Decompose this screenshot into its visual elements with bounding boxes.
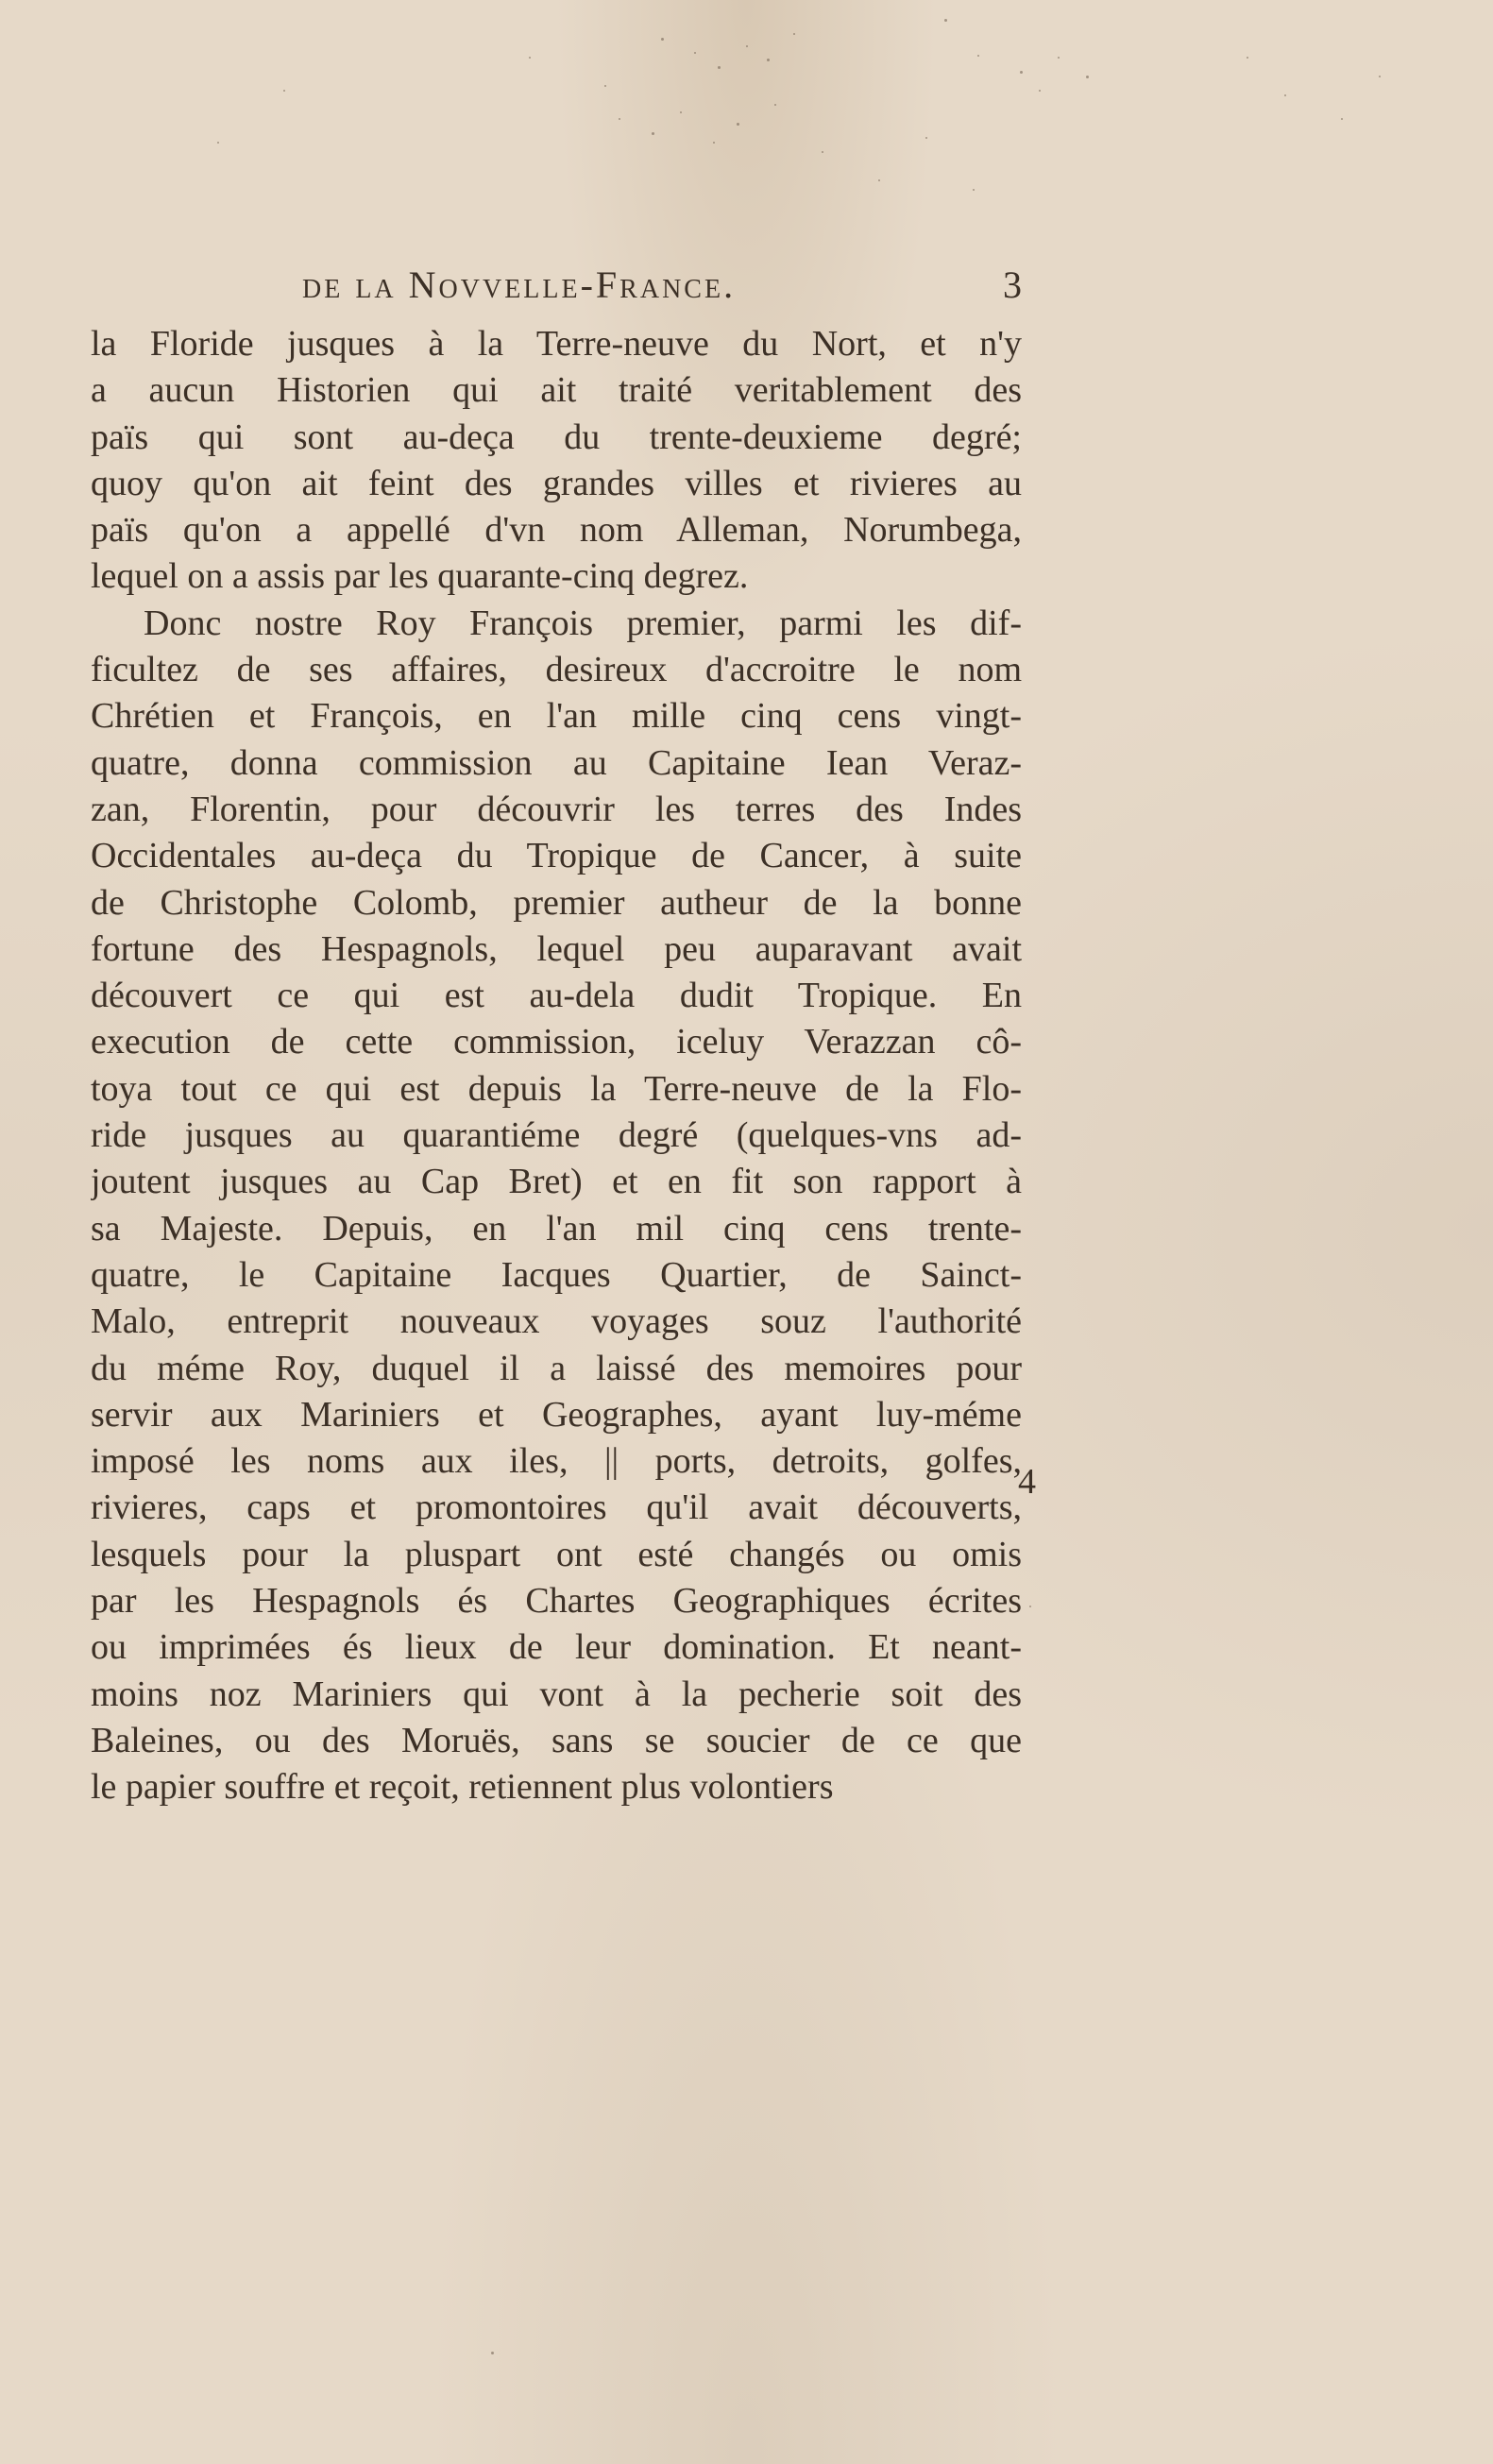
- text-line: quatre, le Capitaine Iacques Quartier, de Sainct-: [91, 1254, 1022, 1295]
- paper-speck: [822, 151, 823, 153]
- paper-speck: [1284, 94, 1286, 96]
- text-line: païs qui sont au-deça du trente-deuxieme degré;: [91, 416, 1022, 457]
- paper-speck: [217, 142, 219, 144]
- paper-speck: [925, 137, 927, 139]
- paper-speck: [491, 2352, 494, 2354]
- text-line: Baleines, ou des Moruës, sans se soucier de ce que: [91, 1720, 1022, 1760]
- paper-speck: [661, 38, 664, 41]
- body-text: [91, 321, 1022, 1811]
- text-line: par les Hespagnols és Chartes Geographiques écrites: [91, 1581, 1022, 1622]
- paper-speck: [1029, 1606, 1031, 1607]
- paper-speck: [1247, 57, 1248, 59]
- paper-speck: [713, 142, 715, 144]
- paper-speck: [1086, 76, 1089, 78]
- paper-speck: [1020, 71, 1023, 74]
- paper-speck: [746, 45, 748, 47]
- text-line: execution de cette commission, iceluy Verazzan cô-: [91, 1022, 1022, 1062]
- text-line: quoy qu'on ait feint des grandes villes et rivieres au: [91, 463, 1022, 503]
- paper-speck: [1341, 118, 1343, 120]
- text-line: païs qu'on a appellé d'vn nom Alleman, Norumbega,: [91, 510, 1022, 551]
- text-line: imposé les noms aux iles, || ports, detroits, golfes,: [91, 1441, 1022, 1482]
- text-line: ficultez de ses affaires, desireux d'accroitre le nom: [91, 650, 1022, 690]
- paper-speck: [767, 59, 770, 61]
- text-line: a aucun Historien qui ait traité veritablement des: [91, 370, 1022, 411]
- paper-speck: [604, 85, 606, 87]
- text-line: Chrétien et François, en l'an mille cinq cens vingt-: [91, 696, 1022, 737]
- text-line: sa Majeste. Depuis, en l'an mil cinq cens trente-: [91, 1208, 1022, 1249]
- text-line: quatre, donna commission au Capitaine Iean Veraz-: [91, 742, 1022, 783]
- text-line: fortune des Hespagnols, lequel peu auparavant avait: [91, 928, 1022, 969]
- text-line: rivieres, caps et promontoires qu'il avait découverts,: [91, 1487, 1022, 1528]
- text-line: toya tout ce qui est depuis la Terre-neuve de la Flo-: [91, 1068, 1022, 1109]
- paper-speck: [619, 118, 620, 120]
- paper-speck: [529, 57, 531, 59]
- paper-speck: [1039, 90, 1041, 92]
- paper-speck: [774, 104, 776, 106]
- paper-speck: [1379, 76, 1381, 77]
- text-line: la Floride jusques à la Terre-neuve du Nort, et n'y: [91, 324, 1022, 364]
- paper-speck: [737, 123, 739, 126]
- text-line: moins noz Mariniers qui vont à la pecherie soit des: [91, 1674, 1022, 1714]
- paper-speck: [680, 111, 682, 113]
- page-number: 3: [1003, 263, 1022, 306]
- text-line: ride jusques au quarantiéme degré (quelques-vns ad-: [91, 1115, 1022, 1156]
- text-line: Malo, entreprit nouveaux voyages souz l'authorité: [91, 1301, 1022, 1342]
- paper-speck: [793, 33, 795, 35]
- paper-speck: [1058, 57, 1060, 59]
- paper-speck: [283, 90, 285, 92]
- paper-speck: [718, 66, 721, 69]
- text-line: lequel on a assis par les quarante-cinq degrez.: [91, 556, 749, 597]
- text-line: Donc nostre Roy François premier, parmi les dif-: [144, 603, 1022, 643]
- margin-page-reference: 4: [1018, 1462, 1036, 1502]
- text-line: découvert ce qui est au-dela dudit Tropique. En: [91, 976, 1022, 1016]
- text-line: ou imprimées és lieux de leur domination. Et neant-: [91, 1627, 1022, 1668]
- paper-speck: [652, 132, 654, 135]
- text-line: servir aux Mariniers et Geographes, ayant luy-méme: [91, 1394, 1022, 1435]
- text-line: le papier souffre et reçoit, retiennent plus volontiers: [91, 1767, 834, 1808]
- text-line: de Christophe Colomb, premier autheur de la bonne: [91, 882, 1022, 923]
- paper-speck: [878, 179, 880, 181]
- running-header: [302, 263, 1022, 308]
- paper-speck: [694, 52, 696, 54]
- paper-speck: [973, 189, 975, 191]
- text-line: joutent jusques au Cap Bret) et en fit son rapport à: [91, 1162, 1022, 1202]
- paper-speck: [944, 19, 947, 22]
- running-title: de la Novvelle-France.: [302, 263, 737, 306]
- text-line: zan, Florentin, pour découvrir les terres des Indes: [91, 789, 1022, 829]
- text-line: Occidentales au-deça du Tropique de Cancer, à suite: [91, 836, 1022, 876]
- text-line: du méme Roy, duquel il a laissé des memoires pour: [91, 1348, 1022, 1388]
- paper-speck: [977, 55, 979, 57]
- text-line: lesquels pour la pluspart ont esté changés ou omis: [91, 1534, 1022, 1574]
